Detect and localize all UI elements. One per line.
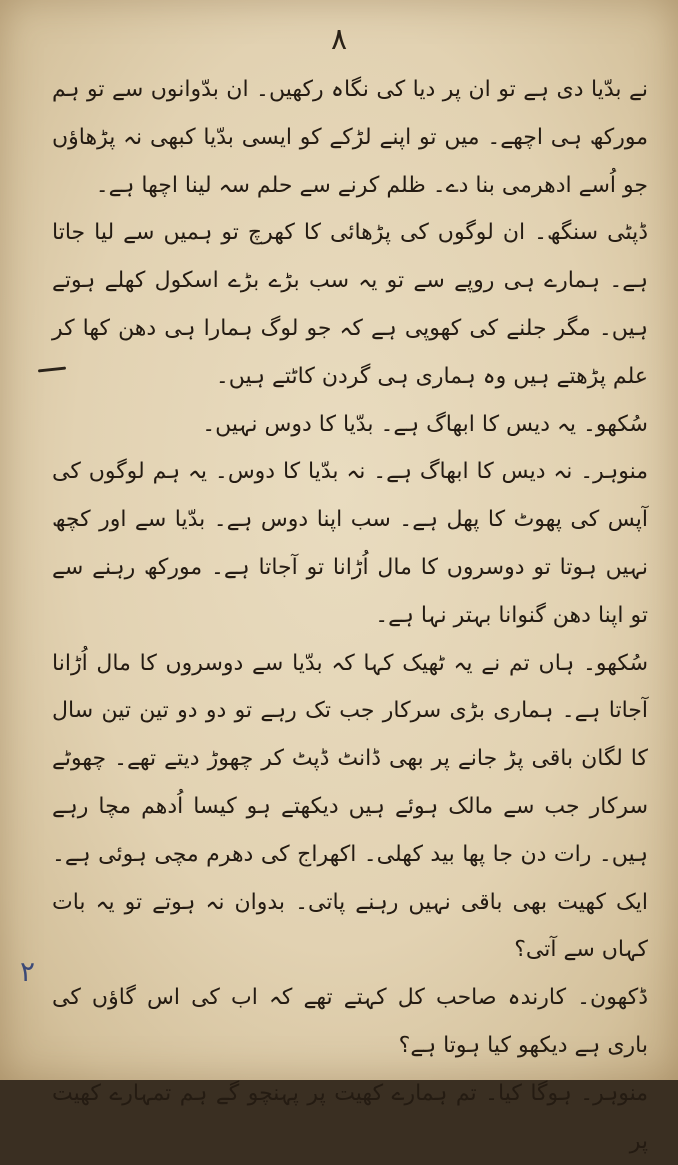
page-text-body	[52, 66, 648, 1165]
page-number: ۸	[330, 22, 348, 57]
paragraph-sukhu-1: سُکھو۔ یہ دیس کا ابھاگ ہے۔ بدّیا کا دوس نہیں۔	[202, 411, 648, 437]
paragraph-opening: نے بدّیا دی ہے تو ان پر دیا کی نگاہ رکھیں۔ ان بدّوانوں سے تو ہم مورکھ ہی اچھے۔ میں تو اپنے لڑکے کو ایسی بدّیا کبھی نہ پڑھاؤں جو اُسے ادھرمی بنا دے۔ ظلم کرنے سے حلم سہ لینا اچھا ہے۔	[52, 77, 648, 198]
paragraph-sukhu-2: سُکھو۔ ہاں تم نے یہ ٹھیک کہا کہ بدّیا سے دوسروں کا مال اُڑانا آجاتا ہے۔ ہماری بڑی سرکار جب تک رہے تو دو دو تین تین سال کا لگان باقی پڑ جانے پر بھی ڈانٹ ڈپٹ کر چھوڑ دیتے تھے۔ چھوٹے سرکار جب سے مالک ہوئے ہیں دیکھتے ہو کیسا اُدھم مچا رہے ہیں۔ رات دن جا پھا بید کھلی۔ اکھراج کی دھرم مچی ہوئی ہے۔ ایک کھیت بھی باقی نہیں رہنے پاتی۔ بدوان نہ ہوتے تو یہ بات کہاں سے آتی؟	[52, 650, 649, 963]
paragraph-dipti-singh: ڈپٹی سنگھ۔ ان لوگوں کی پڑھائی کا کھرچ تو ہمیں سے لیا جاتا ہے۔ ہمارے ہی روپے سے تو یہ سب بڑے بڑے اسکول کھلے ہوتے ہیں۔ مگر جلنے کی کھوپی ہے کہ جو لوگ ہمارا ہی دھن کھا کر علم پڑھتے ہیں وہ ہماری ہی گردن کاٹتے ہیں۔	[52, 220, 648, 389]
paragraph-dukhon: ڈکھون۔ کارندہ صاحب کل کہتے تھے کہ اب کی اس گاؤں کی باری ہے دیکھو کیا ہوتا ہے؟	[52, 985, 648, 1058]
paragraph-manohar-2: منوہر۔ ہوگا کیا۔ تم ہمارے کھیت پر پہنچو گے ہم تمہارے کھیت پر	[52, 1080, 648, 1154]
margin-pencil-mark: ۲	[20, 955, 36, 988]
paragraph-manohar-1: منوہر۔ نہ دیس کا ابھاگ ہے۔ نہ بدّیا کا دوس۔ یہ ہم لوگوں کی آپس کی پھوٹ کا پھل ہے۔ سب اپنا دوس ہے۔ بدّیا سے اور کچھ نہیں ہوتا تو دوسروں کا مال اُڑانا تو آجاتا ہے۔ مورکھ رہنے سے تو اپنا دھن گنوانا بہتر نہا ہے۔	[52, 459, 648, 628]
